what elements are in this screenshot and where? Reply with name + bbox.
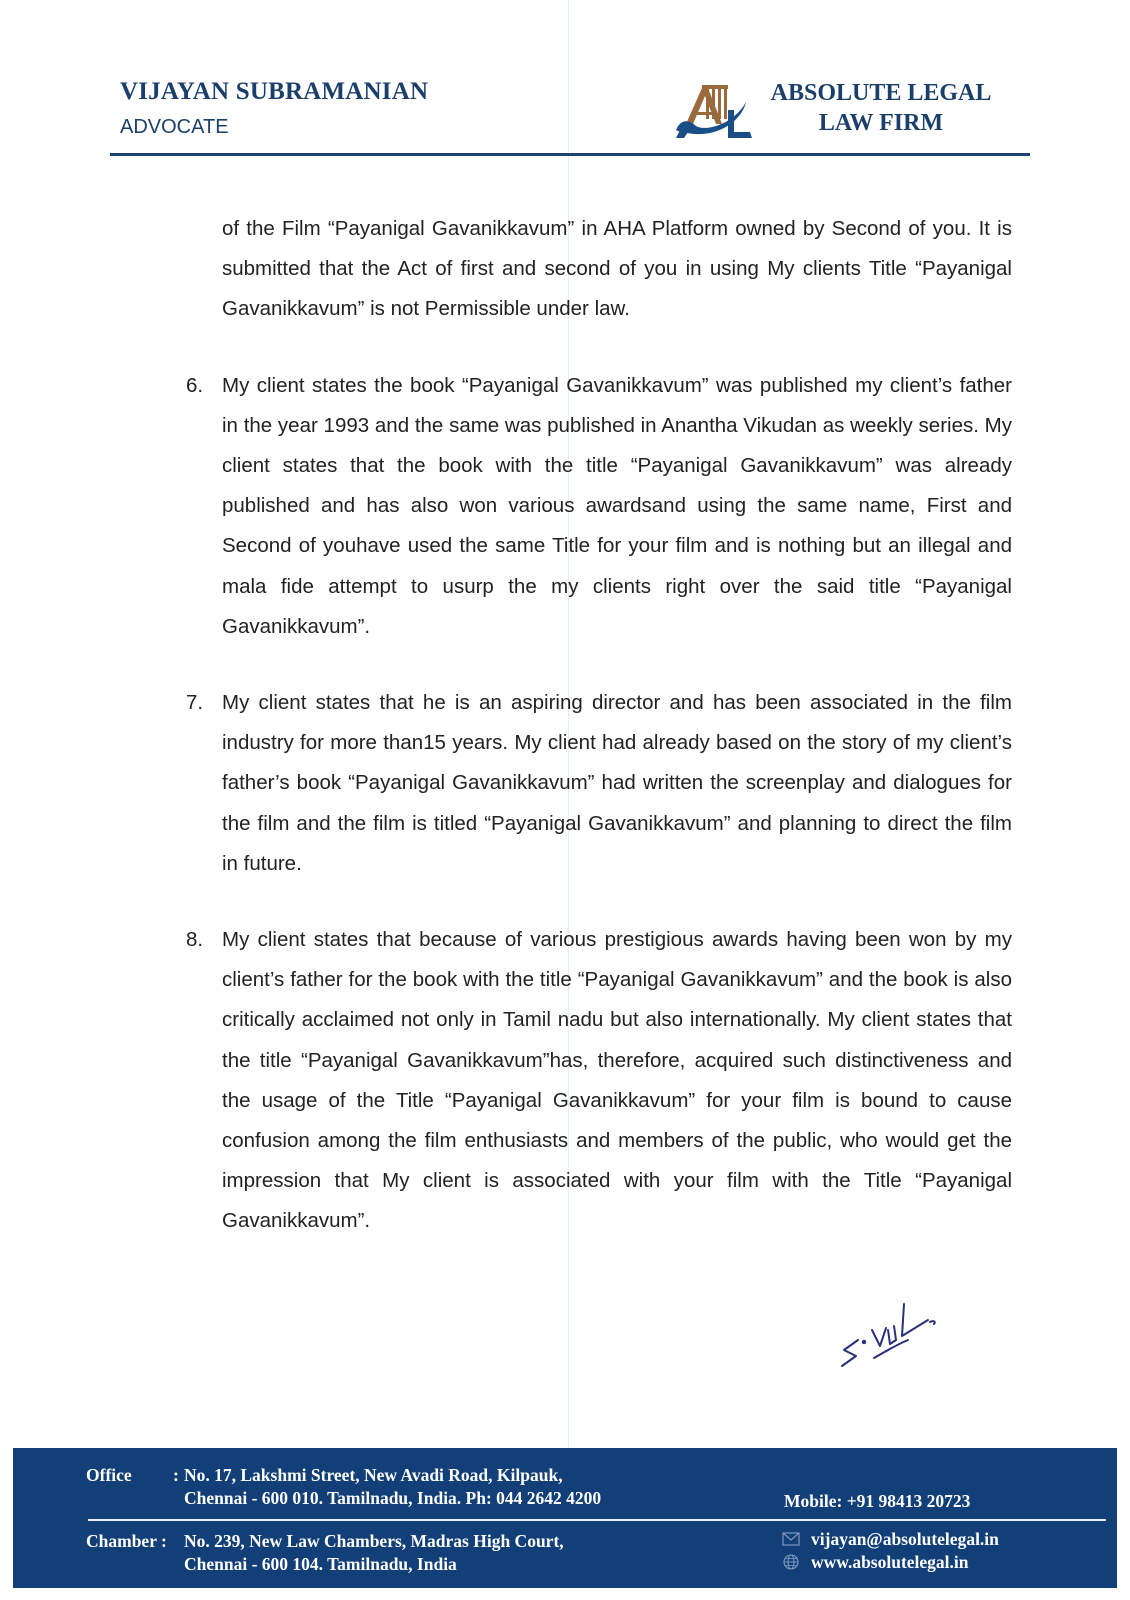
office-label: Office <box>86 1465 132 1485</box>
letterhead-footer <box>13 1448 1117 1588</box>
chamber-label: Chamber : <box>86 1531 167 1551</box>
footer-divider <box>88 1519 1106 1521</box>
office-separator: : <box>173 1465 179 1485</box>
chamber-address-line2: Chennai - 600 104. Tamilnadu, India <box>184 1554 457 1574</box>
paragraph-number: 8. <box>186 928 204 952</box>
handwritten-signature <box>838 1300 958 1370</box>
firm-name-line2: LAW FIRM <box>818 110 944 136</box>
mobile-number <box>784 1490 970 1512</box>
paragraph-text: My client states that because of various prestigious awards having been won by my client’s father for the book with the title “Payanigal Gavanikkavum” and the book is also critically acclaimed not only in Tamil nadu but also internationally. My client states that the title “Payanigal Gavanikkavum”has, therefore, acquired such distinctiveness and the usage of the Title “Payanigal Gavanikkavum” for your film is bound to cause confusion among the film enthusiasts and members of the public, who would get the impression that My client is associated with your film with the Title “Payanigal Gavanikkavum”. <box>222 928 1012 1233</box>
letter-body <box>186 209 1012 1278</box>
advocate-name: VIJAYAN SUBRAMANIAN <box>120 78 429 105</box>
envelope-icon <box>781 1531 801 1547</box>
chamber-address-line1: No. 239, New Law Chambers, Madras High Court, <box>184 1531 564 1551</box>
al-pillar-logo-icon <box>672 80 760 140</box>
globe-icon <box>781 1554 801 1570</box>
advocate-title: ADVOCATE <box>120 116 229 138</box>
office-address-line2: Chennai - 600 010. Tamilnadu, India. Ph: 044 2642 4200 <box>184 1488 602 1508</box>
firm-name <box>750 78 1012 138</box>
email-link[interactable]: vijayan@absolutelegal.in <box>811 1529 999 1549</box>
letterhead-header <box>110 72 1030 162</box>
website-row[interactable] <box>781 1551 969 1573</box>
firm-name-line1: ABSOLUTE LEGAL <box>770 80 992 106</box>
office-address-line1: No. 17, Lakshmi Street, New Avadi Road, Kilpauk, <box>184 1465 563 1485</box>
email-row[interactable] <box>781 1528 999 1550</box>
paragraph-6 <box>186 366 1012 647</box>
chamber-address <box>184 1530 564 1576</box>
paragraph-text: My client states the book “Payanigal Gavanikkavum” was published my client’s father in the year 1993 and the same was published in Anantha Vikudan as weekly series. My client states that the book with the title “Payanigal Gavanikkavum” was already published and has also won various awardsand using the same name, First and Second of youhave used the same Title for your film and is nothing but an illegal and mala fide attempt to usurp the my clients right over the said title “Payanigal Gavanikkavum”. <box>222 373 1012 638</box>
paragraph-text: My client states that he is an aspiring director and has been associated in the film industry for more than15 years. My client had already based on the story of my client’s father’s book “Payanigal Gavanikkavum” had written the screenplay and dialogues for the film and the film is titled “Payanigal Gavanikkavum” and planning to direct the film in future. <box>222 691 1012 875</box>
paragraph-8 <box>186 920 1012 1242</box>
paragraph-7 <box>186 683 1012 884</box>
paragraph-number: 7. <box>186 691 204 715</box>
mobile-text: Mobile: +91 98413 20723 <box>784 1491 971 1511</box>
website-link[interactable]: www.absolutelegal.in <box>811 1552 969 1572</box>
header-divider <box>110 153 1030 156</box>
paragraph-number: 6. <box>186 373 204 397</box>
continuation-paragraph: of the Film “Payanigal Gavanikkavum” in AHA Platform owned by Second of you. It is submitted that the Act of first and second of you in using My clients Title “Payanigal Gavanikkavum” is not Permissible under law. <box>222 217 1012 321</box>
office-address <box>184 1464 601 1510</box>
